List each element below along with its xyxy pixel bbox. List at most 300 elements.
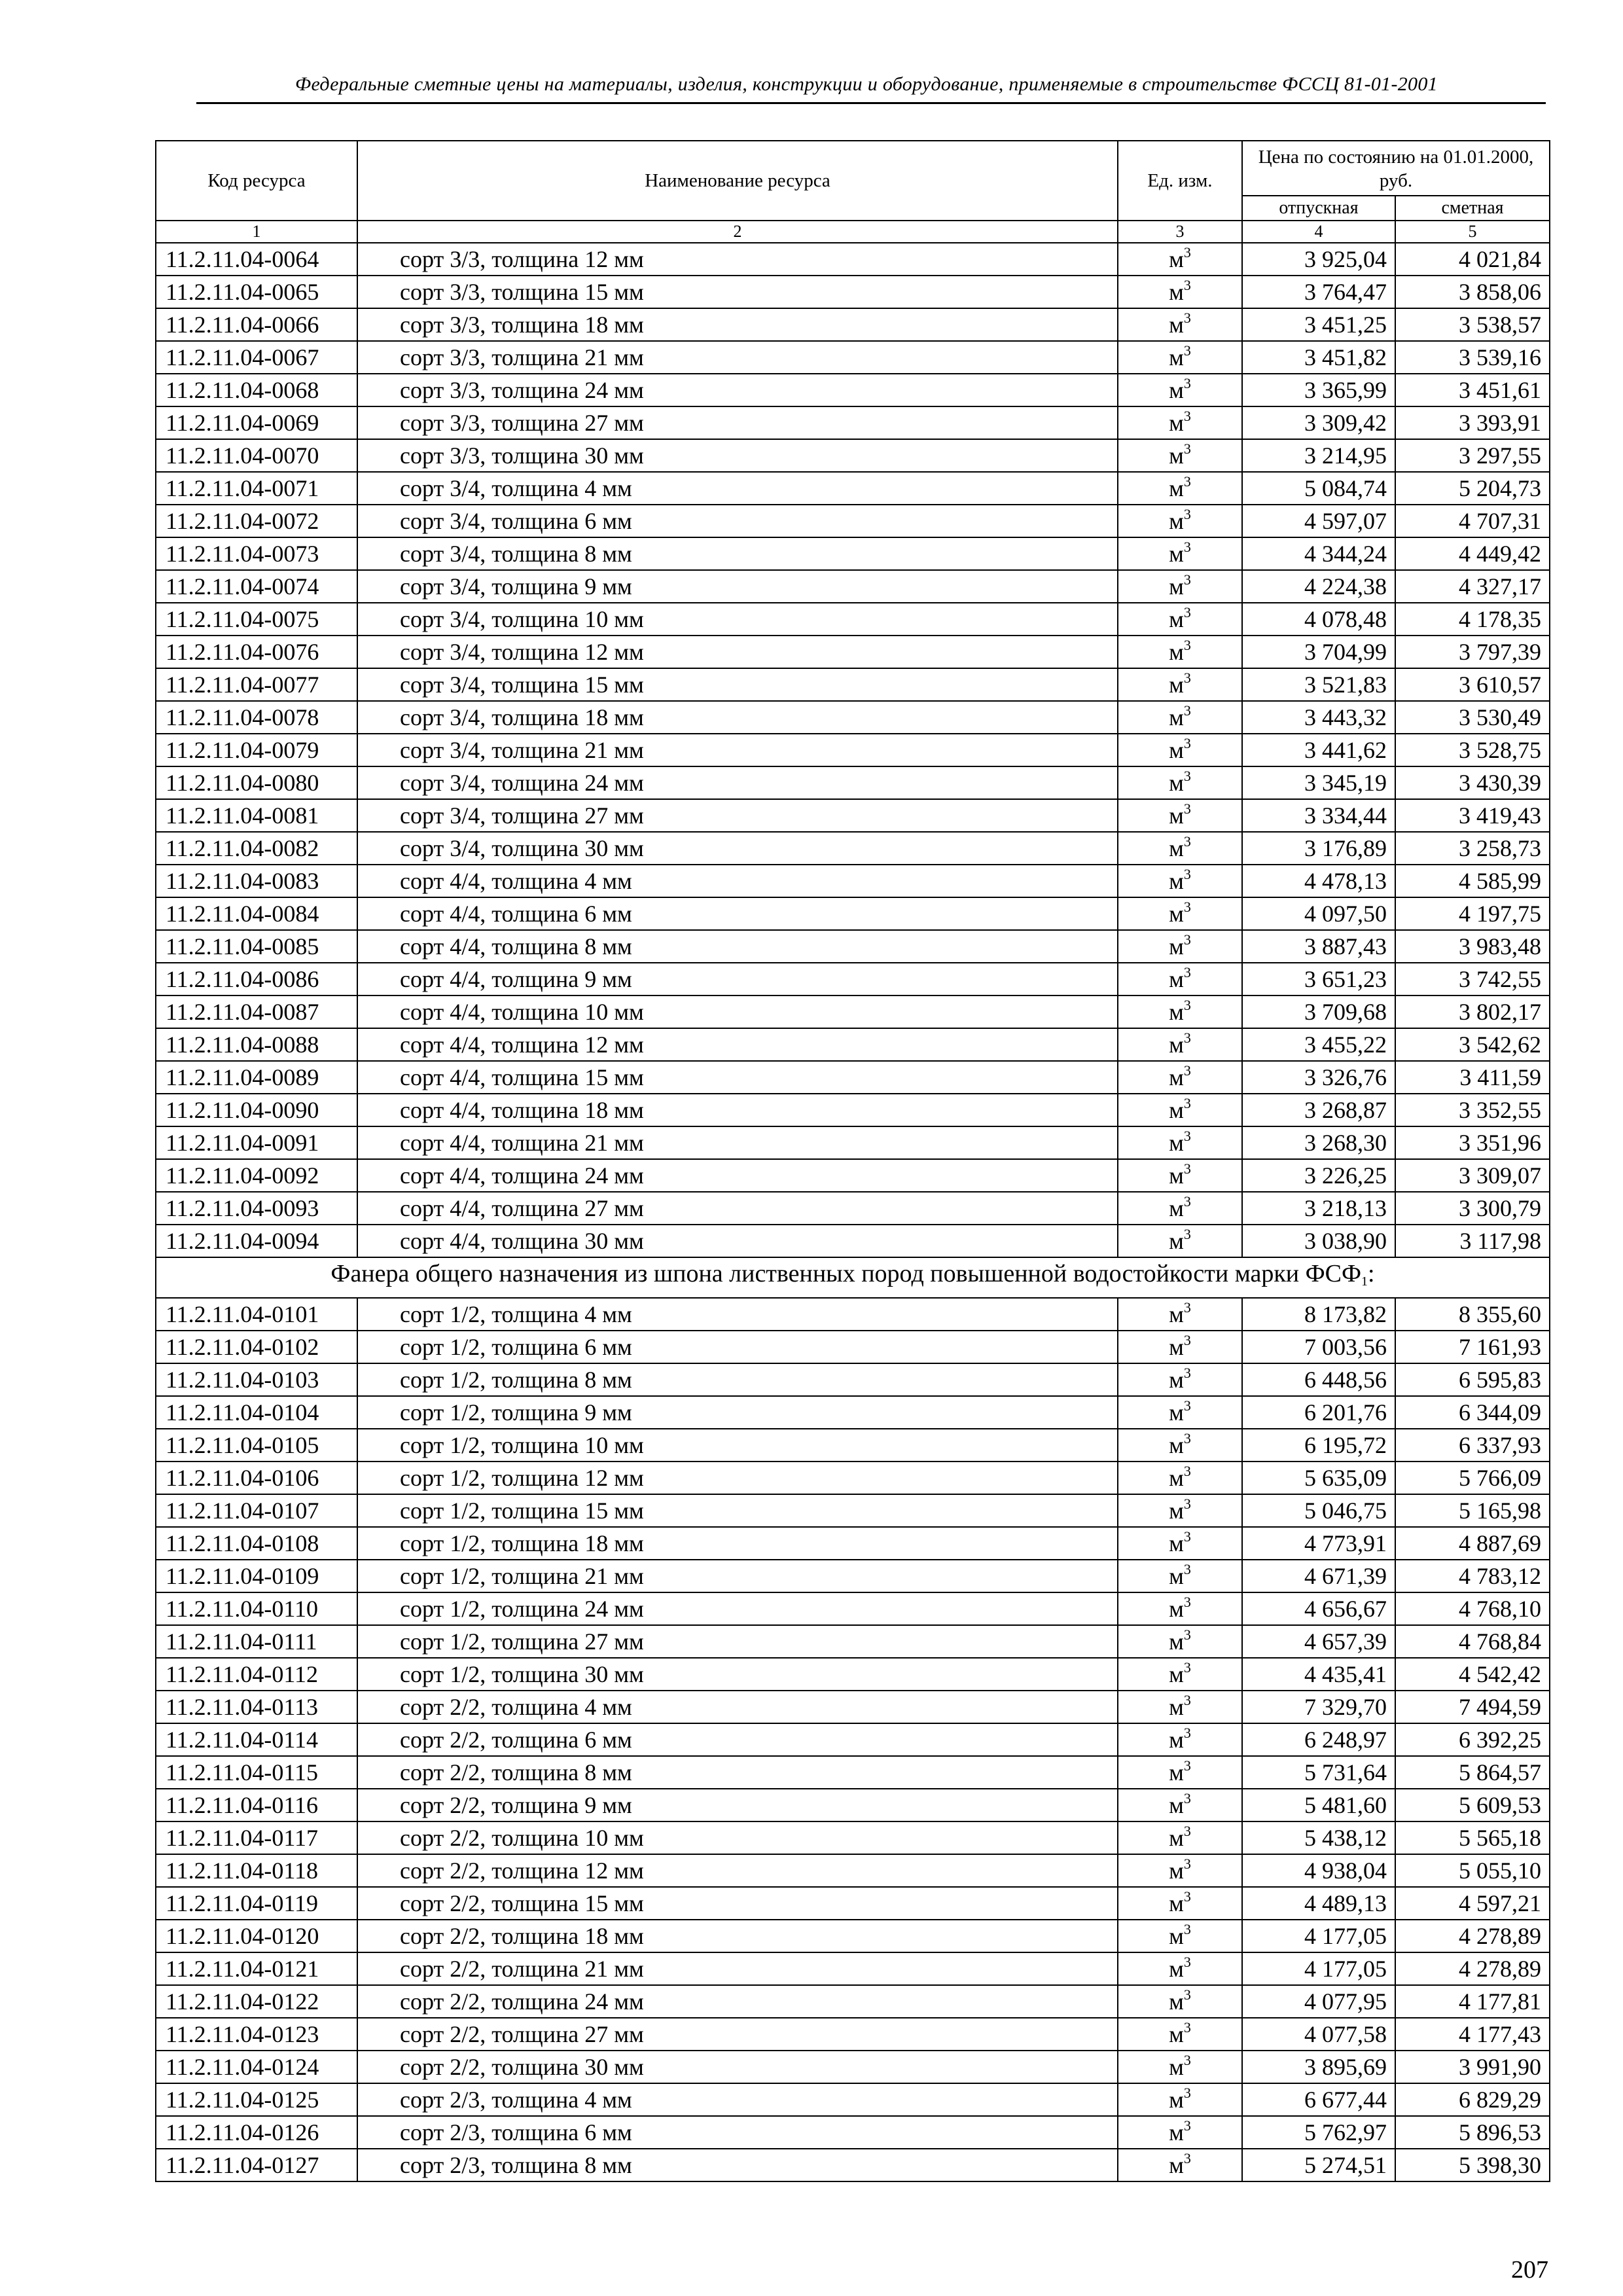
table-row — [156, 341, 1550, 374]
estimate-price: 3 258,73 — [1395, 832, 1550, 865]
table-row — [156, 766, 1550, 799]
table-row — [156, 1527, 1550, 1560]
resource-name: сорт 3/3, толщина 18 мм — [357, 308, 1118, 341]
estimate-price: 4 887,69 — [1395, 1527, 1550, 1560]
table-row — [156, 308, 1550, 341]
resource-code: 11.2.11.04-0073 — [156, 537, 357, 570]
table-row — [156, 668, 1550, 701]
unit-base: м — [1169, 1759, 1184, 1785]
estimate-price: 5 609,53 — [1395, 1789, 1550, 1821]
table-row — [156, 243, 1550, 276]
unit-base: м — [1169, 312, 1184, 338]
resource-code: 11.2.11.04-0108 — [156, 1527, 357, 1560]
resource-unit — [1118, 537, 1242, 570]
table-row — [156, 1691, 1550, 1723]
resource-code: 11.2.11.04-0118 — [156, 1854, 357, 1887]
resource-unit — [1118, 1363, 1242, 1396]
resource-code: 11.2.11.04-0106 — [156, 1462, 357, 1494]
resource-code: 11.2.11.04-0111 — [156, 1625, 357, 1658]
resource-name: сорт 2/3, толщина 8 мм — [357, 2149, 1118, 2181]
resource-unit — [1118, 1821, 1242, 1854]
table-row — [156, 1854, 1550, 1887]
unit-exponent: 3 — [1183, 1528, 1191, 1545]
release-price: 4 597,07 — [1242, 505, 1395, 537]
release-price: 3 895,69 — [1242, 2051, 1395, 2083]
resource-unit — [1118, 996, 1242, 1028]
release-price: 5 438,12 — [1242, 1821, 1395, 1854]
resource-code: 11.2.11.04-0088 — [156, 1028, 357, 1061]
estimate-price: 3 538,57 — [1395, 308, 1550, 341]
resource-name: сорт 2/2, толщина 10 мм — [357, 1821, 1118, 1854]
unit-exponent: 3 — [1183, 1462, 1191, 1479]
resource-name: сорт 4/4, толщина 10 мм — [357, 996, 1118, 1028]
estimate-price: 5 398,30 — [1395, 2149, 1550, 2181]
price-table — [155, 140, 1550, 2182]
unit-base: м — [1169, 704, 1184, 730]
unit-base: м — [1169, 344, 1184, 370]
resource-code: 11.2.11.04-0074 — [156, 570, 357, 603]
resource-name: сорт 3/3, толщина 21 мм — [357, 341, 1118, 374]
table-row — [156, 1028, 1550, 1061]
resource-code: 11.2.11.04-0077 — [156, 668, 357, 701]
table-row — [156, 472, 1550, 505]
table-row — [156, 1192, 1550, 1225]
table-row — [156, 865, 1550, 897]
resource-code: 11.2.11.04-0116 — [156, 1789, 357, 1821]
resource-unit — [1118, 865, 1242, 897]
estimate-price: 4 178,35 — [1395, 603, 1550, 636]
table-row — [156, 570, 1550, 603]
release-price: 3 326,76 — [1242, 1061, 1395, 1094]
resource-unit — [1118, 1723, 1242, 1756]
resource-name: сорт 2/2, толщина 8 мм — [357, 1756, 1118, 1789]
unit-base: м — [1169, 1366, 1184, 1393]
estimate-price: 3 297,55 — [1395, 439, 1550, 472]
resource-code: 11.2.11.04-0105 — [156, 1429, 357, 1462]
estimate-price: 3 430,39 — [1395, 766, 1550, 799]
resource-code: 11.2.11.04-0076 — [156, 636, 357, 668]
estimate-price: 6 392,25 — [1395, 1723, 1550, 1756]
resource-unit — [1118, 766, 1242, 799]
resource-unit — [1118, 1789, 1242, 1821]
resource-code: 11.2.11.04-0122 — [156, 1985, 357, 2018]
unit-exponent: 3 — [1183, 2018, 1191, 2036]
resource-unit — [1118, 2018, 1242, 2051]
resource-unit — [1118, 636, 1242, 668]
unit-exponent: 3 — [1183, 408, 1191, 424]
resource-unit — [1118, 1094, 1242, 1126]
table-row — [156, 996, 1550, 1028]
release-price: 3 521,83 — [1242, 668, 1395, 701]
unit-base: м — [1169, 246, 1184, 272]
estimate-price: 3 991,90 — [1395, 2051, 1550, 2083]
release-price: 5 274,51 — [1242, 2149, 1395, 2181]
release-price: 3 455,22 — [1242, 1028, 1395, 1061]
resource-name: сорт 2/2, толщина 24 мм — [357, 1985, 1118, 2018]
resource-unit — [1118, 897, 1242, 930]
release-price: 3 704,99 — [1242, 636, 1395, 668]
unit-base: м — [1169, 1497, 1184, 1524]
resource-code: 11.2.11.04-0117 — [156, 1821, 357, 1854]
estimate-price: 5 896,53 — [1395, 2116, 1550, 2149]
estimate-price: 3 309,07 — [1395, 1159, 1550, 1192]
table-row — [156, 1952, 1550, 1985]
unit-exponent: 3 — [1183, 1626, 1191, 1643]
unit-exponent: 3 — [1183, 997, 1191, 1013]
release-price: 3 651,23 — [1242, 963, 1395, 996]
resource-name: сорт 2/3, толщина 6 мм — [357, 2116, 1118, 2149]
estimate-price: 4 585,99 — [1395, 865, 1550, 897]
unit-exponent: 3 — [1183, 768, 1191, 784]
running-header: Федеральные сметные цены на материалы, изделия, конструкции и оборудование, применяемые в строительстве ФССЦ 81-01-2001 — [295, 73, 1438, 95]
unit-base: м — [1169, 442, 1184, 469]
resource-code: 11.2.11.04-0070 — [156, 439, 357, 472]
release-price: 3 451,25 — [1242, 308, 1395, 341]
unit-base: м — [1169, 1097, 1184, 1123]
table-row — [156, 2018, 1550, 2051]
resource-unit — [1118, 1887, 1242, 1920]
unit-exponent: 3 — [1183, 440, 1191, 457]
unit-exponent: 3 — [1183, 571, 1191, 588]
header-name: Наименование ресурса — [357, 141, 1118, 221]
resource-unit — [1118, 1429, 1242, 1462]
table-row — [156, 734, 1550, 766]
estimate-price: 3 351,96 — [1395, 1126, 1550, 1159]
resource-unit — [1118, 1298, 1242, 1331]
unit-base: м — [1169, 901, 1184, 927]
resource-unit — [1118, 1061, 1242, 1094]
unit-base: м — [1169, 410, 1184, 436]
release-price: 4 177,05 — [1242, 1952, 1395, 1985]
unit-base: м — [1169, 1824, 1184, 1851]
estimate-price: 5 766,09 — [1395, 1462, 1550, 1494]
resource-code: 11.2.11.04-0124 — [156, 2051, 357, 2083]
unit-exponent: 3 — [1183, 1560, 1191, 1577]
unit-exponent: 3 — [1183, 637, 1191, 653]
resource-code: 11.2.11.04-0084 — [156, 897, 357, 930]
unit-base: м — [1169, 606, 1184, 632]
resource-name: сорт 3/4, толщина 9 мм — [357, 570, 1118, 603]
table-row — [156, 1462, 1550, 1494]
resource-unit — [1118, 963, 1242, 996]
resource-unit — [1118, 2149, 1242, 2181]
resource-code: 11.2.11.04-0071 — [156, 472, 357, 505]
resource-code: 11.2.11.04-0089 — [156, 1061, 357, 1094]
resource-name: сорт 4/4, толщина 27 мм — [357, 1192, 1118, 1225]
release-price: 4 478,13 — [1242, 865, 1395, 897]
resource-name: сорт 1/2, толщина 12 мм — [357, 1462, 1118, 1494]
resource-code: 11.2.11.04-0066 — [156, 308, 357, 341]
resource-code: 11.2.11.04-0069 — [156, 406, 357, 439]
table-row — [156, 832, 1550, 865]
unit-exponent: 3 — [1183, 277, 1191, 293]
resource-unit — [1118, 243, 1242, 276]
resource-code: 11.2.11.04-0068 — [156, 374, 357, 406]
table-row — [156, 2051, 1550, 2083]
table-row — [156, 1298, 1550, 1331]
unit-base: м — [1169, 1162, 1184, 1189]
unit-exponent: 3 — [1183, 473, 1191, 490]
resource-name: сорт 4/4, толщина 24 мм — [357, 1159, 1118, 1192]
table-row — [156, 1560, 1550, 1592]
resource-name: сорт 3/3, толщина 24 мм — [357, 374, 1118, 406]
resource-code: 11.2.11.04-0064 — [156, 243, 357, 276]
estimate-price: 6 337,93 — [1395, 1429, 1550, 1462]
release-price: 7 003,56 — [1242, 1331, 1395, 1363]
release-price: 4 773,91 — [1242, 1527, 1395, 1560]
unit-base: м — [1169, 1955, 1184, 1982]
resource-unit — [1118, 2051, 1242, 2083]
resource-unit — [1118, 276, 1242, 308]
unit-exponent: 3 — [1183, 1822, 1191, 1839]
table-row — [156, 636, 1550, 668]
table-row — [156, 799, 1550, 832]
table-row — [156, 2116, 1550, 2149]
resource-unit — [1118, 1756, 1242, 1789]
unit-base: м — [1169, 508, 1184, 534]
unit-base: м — [1169, 868, 1184, 894]
estimate-price: 4 449,42 — [1395, 537, 1550, 570]
table-row — [156, 1094, 1550, 1126]
release-price: 4 656,67 — [1242, 1592, 1395, 1625]
table-row — [156, 1363, 1550, 1396]
column-number: 2 — [357, 221, 1118, 243]
table-row — [156, 374, 1550, 406]
resource-name: сорт 3/3, толщина 27 мм — [357, 406, 1118, 439]
release-price: 3 365,99 — [1242, 374, 1395, 406]
resource-unit — [1118, 1159, 1242, 1192]
release-price: 3 443,32 — [1242, 701, 1395, 734]
unit-base: м — [1169, 1464, 1184, 1491]
resource-code: 11.2.11.04-0078 — [156, 701, 357, 734]
resource-unit — [1118, 1625, 1242, 1658]
table-row — [156, 2149, 1550, 2181]
table-row — [156, 1920, 1550, 1952]
unit-exponent: 3 — [1183, 342, 1191, 359]
table-row — [156, 1789, 1550, 1821]
estimate-price: 3 539,16 — [1395, 341, 1550, 374]
estimate-price: 5 864,57 — [1395, 1756, 1550, 1789]
resource-name: сорт 4/4, толщина 21 мм — [357, 1126, 1118, 1159]
resource-name: сорт 2/2, толщина 4 мм — [357, 1691, 1118, 1723]
section-heading — [156, 1257, 1550, 1298]
release-price: 3 214,95 — [1242, 439, 1395, 472]
section-subscript: 1 — [1361, 1274, 1368, 1289]
unit-exponent: 3 — [1183, 1193, 1191, 1210]
unit-exponent: 3 — [1183, 1331, 1191, 1348]
estimate-price: 5 165,98 — [1395, 1494, 1550, 1527]
table-row — [156, 537, 1550, 570]
table-row — [156, 1658, 1550, 1691]
resource-code: 11.2.11.04-0102 — [156, 1331, 357, 1363]
resource-code: 11.2.11.04-0120 — [156, 1920, 357, 1952]
resource-unit — [1118, 2083, 1242, 2116]
resource-unit — [1118, 1225, 1242, 1257]
resource-unit — [1118, 799, 1242, 832]
unit-exponent: 3 — [1183, 1986, 1191, 2003]
unit-base: м — [1169, 1857, 1184, 1884]
unit-base: м — [1169, 2119, 1184, 2145]
release-price: 3 268,30 — [1242, 1126, 1395, 1159]
estimate-price: 6 595,83 — [1395, 1363, 1550, 1396]
estimate-price: 3 983,48 — [1395, 930, 1550, 963]
release-price: 5 731,64 — [1242, 1756, 1395, 1789]
unit-exponent: 3 — [1183, 1364, 1191, 1381]
unit-exponent: 3 — [1183, 310, 1191, 326]
unit-exponent: 3 — [1183, 1691, 1191, 1708]
release-price: 5 084,74 — [1242, 472, 1395, 505]
resource-name: сорт 1/2, толщина 18 мм — [357, 1527, 1118, 1560]
table-row — [156, 1494, 1550, 1527]
table-row — [156, 603, 1550, 636]
column-number-row — [156, 221, 1550, 243]
resource-unit — [1118, 308, 1242, 341]
unit-exponent: 3 — [1183, 1855, 1191, 1872]
resource-unit — [1118, 1560, 1242, 1592]
resource-code: 11.2.11.04-0080 — [156, 766, 357, 799]
estimate-price: 8 355,60 — [1395, 1298, 1550, 1331]
unit-base: м — [1169, 279, 1184, 305]
estimate-price: 4 177,81 — [1395, 1985, 1550, 2018]
header-estimate-price: сметная — [1395, 196, 1550, 221]
resource-name: сорт 2/2, толщина 21 мм — [357, 1952, 1118, 1985]
unit-exponent: 3 — [1183, 1495, 1191, 1512]
table-row — [156, 1821, 1550, 1854]
table-row — [156, 1625, 1550, 1658]
table-row — [156, 1429, 1550, 1462]
resource-code: 11.2.11.04-0083 — [156, 865, 357, 897]
resource-unit — [1118, 701, 1242, 734]
resource-unit — [1118, 1331, 1242, 1363]
estimate-price: 3 393,91 — [1395, 406, 1550, 439]
table-row — [156, 1331, 1550, 1363]
estimate-price: 3 300,79 — [1395, 1192, 1550, 1225]
column-number: 3 — [1118, 221, 1242, 243]
header-unit: Ед. изм. — [1118, 141, 1242, 221]
unit-base: м — [1169, 999, 1184, 1025]
release-price: 4 435,41 — [1242, 1658, 1395, 1691]
unit-exponent: 3 — [1183, 1724, 1191, 1741]
unit-base: м — [1169, 2053, 1184, 2080]
estimate-price: 4 768,84 — [1395, 1625, 1550, 1658]
resource-name: сорт 1/2, толщина 8 мм — [357, 1363, 1118, 1396]
unit-base: м — [1169, 1988, 1184, 2015]
resource-unit — [1118, 668, 1242, 701]
resource-unit — [1118, 1592, 1242, 1625]
unit-base: м — [1169, 573, 1184, 600]
unit-base: м — [1169, 737, 1184, 763]
table-row — [156, 897, 1550, 930]
release-price: 6 248,97 — [1242, 1723, 1395, 1756]
resource-unit — [1118, 1691, 1242, 1723]
resource-code: 11.2.11.04-0067 — [156, 341, 357, 374]
estimate-price: 3 451,61 — [1395, 374, 1550, 406]
resource-name: сорт 3/3, толщина 15 мм — [357, 276, 1118, 308]
release-price: 4 671,39 — [1242, 1560, 1395, 1592]
unit-base: м — [1169, 1333, 1184, 1360]
release-price: 4 657,39 — [1242, 1625, 1395, 1658]
table-row — [156, 963, 1550, 996]
table-row — [156, 1159, 1550, 1192]
rows-group-a — [156, 243, 1550, 1257]
resource-unit — [1118, 1126, 1242, 1159]
resource-code: 11.2.11.04-0081 — [156, 799, 357, 832]
resource-unit — [1118, 570, 1242, 603]
resource-unit — [1118, 930, 1242, 963]
estimate-price: 3 352,55 — [1395, 1094, 1550, 1126]
unit-base: м — [1169, 1195, 1184, 1221]
unit-exponent: 3 — [1183, 244, 1191, 260]
resource-unit — [1118, 1920, 1242, 1952]
unit-exponent: 3 — [1183, 604, 1191, 620]
resource-name: сорт 1/2, толщина 4 мм — [357, 1298, 1118, 1331]
resource-code: 11.2.11.04-0114 — [156, 1723, 357, 1756]
unit-exponent: 3 — [1183, 800, 1191, 817]
resource-name: сорт 4/4, толщина 12 мм — [357, 1028, 1118, 1061]
unit-exponent: 3 — [1183, 2084, 1191, 2101]
unit-base: м — [1169, 1791, 1184, 1818]
unit-base: м — [1169, 1228, 1184, 1254]
table-row — [156, 1225, 1550, 1257]
unit-exponent: 3 — [1183, 506, 1191, 522]
unit-exponent: 3 — [1183, 1062, 1191, 1079]
unit-base: м — [1169, 2020, 1184, 2047]
section-suffix: : — [1368, 1260, 1375, 1287]
unit-exponent: 3 — [1183, 1593, 1191, 1610]
resource-unit — [1118, 2116, 1242, 2149]
resource-unit — [1118, 1192, 1242, 1225]
estimate-price: 3 411,59 — [1395, 1061, 1550, 1094]
unit-base: м — [1169, 770, 1184, 796]
table-header — [156, 141, 1550, 243]
unit-base: м — [1169, 933, 1184, 960]
unit-base: м — [1169, 1031, 1184, 1058]
column-number: 4 — [1242, 221, 1395, 243]
resource-unit — [1118, 603, 1242, 636]
unit-base: м — [1169, 802, 1184, 829]
release-price: 3 764,47 — [1242, 276, 1395, 308]
unit-base: м — [1169, 2151, 1184, 2178]
estimate-price: 5 204,73 — [1395, 472, 1550, 505]
resource-name: сорт 3/4, толщина 6 мм — [357, 505, 1118, 537]
release-price: 3 887,43 — [1242, 930, 1395, 963]
resource-unit — [1118, 439, 1242, 472]
resource-name: сорт 3/4, толщина 27 мм — [357, 799, 1118, 832]
release-price: 4 938,04 — [1242, 1854, 1395, 1887]
resource-name: сорт 2/2, толщина 27 мм — [357, 2018, 1118, 2051]
release-price: 4 097,50 — [1242, 897, 1395, 930]
resource-name: сорт 3/4, толщина 30 мм — [357, 832, 1118, 865]
resource-unit — [1118, 1658, 1242, 1691]
release-price: 3 268,87 — [1242, 1094, 1395, 1126]
header-release-price: отпускная — [1242, 196, 1395, 221]
resource-code: 11.2.11.04-0109 — [156, 1560, 357, 1592]
unit-base: м — [1169, 1431, 1184, 1458]
table-row — [156, 1061, 1550, 1094]
resource-name: сорт 3/3, толщина 30 мм — [357, 439, 1118, 472]
table-row — [156, 1887, 1550, 1920]
resource-code: 11.2.11.04-0094 — [156, 1225, 357, 1257]
resource-code: 11.2.11.04-0101 — [156, 1298, 357, 1331]
release-price: 4 224,38 — [1242, 570, 1395, 603]
release-price: 5 762,97 — [1242, 2116, 1395, 2149]
release-price: 4 078,48 — [1242, 603, 1395, 636]
release-price: 4 077,58 — [1242, 2018, 1395, 2051]
estimate-price: 3 542,62 — [1395, 1028, 1550, 1061]
release-price: 4 077,95 — [1242, 1985, 1395, 2018]
release-price: 3 334,44 — [1242, 799, 1395, 832]
unit-base: м — [1169, 541, 1184, 567]
